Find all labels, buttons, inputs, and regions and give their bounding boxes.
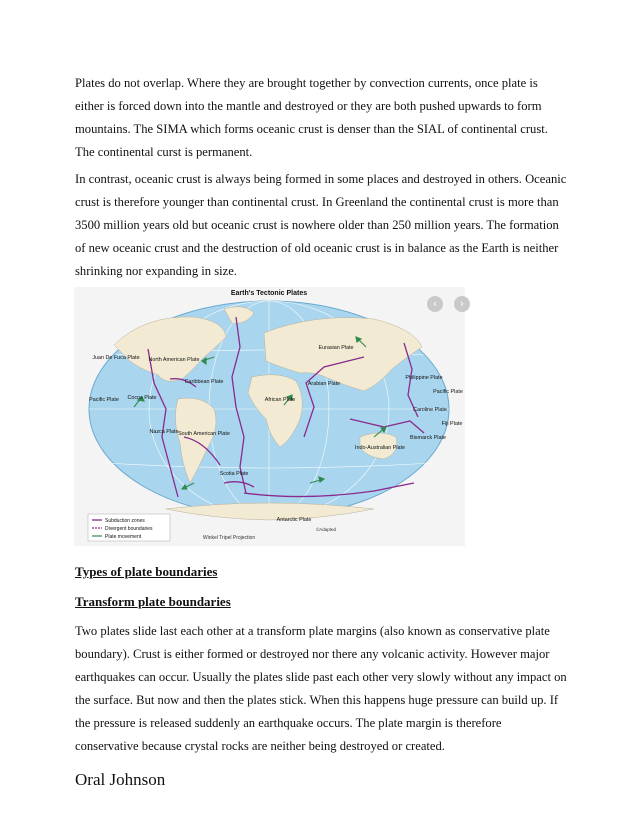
label-bismarck: Bismarck Plate: [410, 435, 446, 441]
label-indo-australian: Indo-Australian Plate: [354, 445, 406, 451]
label-fiji: Fiji Plate: [441, 421, 463, 427]
label-pacific-right: Pacific Plate: [433, 389, 463, 395]
paragraph-oceanic-crust: In contrast, oceanic crust is always being formed in some places and destroyed in others. Oceanic crust is therefore younger than continental crust. In Greenland the continental crust is more than 3500 million years old but oceanic crust is nowhere older than 250 million years. The formation of new oceanic crust and the destruction of old oceanic crust is in balance as the Earth is neither shrinking nor expanding in size.: [75, 172, 567, 278]
chevron-right-icon[interactable]: ›: [454, 296, 470, 312]
label-caribbean: Caribbean Plate: [184, 379, 224, 385]
label-north-american: North American Plate: [148, 357, 200, 363]
tectonic-plates-map: [74, 287, 465, 546]
legend-movement: Plate movement: [105, 534, 142, 540]
label-juan-de-fuca: Juan De Fuca Plate: [92, 355, 140, 361]
label-philippine: Philippine Plate: [405, 375, 443, 381]
label-arabian: Arabian Plate: [307, 381, 341, 387]
map-projection: Winkel Tripel Projection: [202, 535, 256, 541]
label-nazca: Nazca Plate: [149, 429, 179, 435]
map-title: Earth's Tectonic Plates: [230, 290, 308, 297]
legend-subduction: Subduction zones: [105, 518, 145, 524]
label-eurasian: Eurasian Plate: [318, 345, 354, 351]
label-african: African Plate: [264, 397, 296, 403]
map-legend: [88, 514, 170, 541]
heading-transform-plate-boundaries: Transform plate boundaries: [75, 594, 231, 609]
paragraph-transform-boundaries: Two plates slide last each other at a transform plate margins (also known as conservative plate boundary). Crust is either formed or destroyed nor there any volcanic activity. However major earthquakes can occur. Usually the plates slide past each other very slowly without any impact on the surface. But now and then the plates stick. When this happens huge pressure can build up. If the pressure is released suddenly an earthquake occurs. The plate margin is therefore conservative because crystal rocks are neither being destroyed or created.: [75, 624, 567, 753]
label-caroline: Caroline Plate: [413, 407, 447, 413]
label-pacific-left: Pacific Plate: [89, 397, 119, 403]
chevron-left-icon[interactable]: ‹: [427, 296, 443, 312]
footer-author: Oral Johnson: [75, 770, 166, 789]
map-credit: ©Adapted: [315, 527, 337, 532]
heading-types-of-plate-boundaries: Types of plate boundaries: [75, 564, 218, 579]
label-cocos: Cocos Plate: [127, 395, 157, 401]
legend-divergent: Divergent boundaries: [105, 526, 153, 532]
paragraph-plates-overlap: Plates do not overlap. Where they are brought together by convection currents, once plate is either is forced down into the mantle and destroyed or they are both pushed upwards to form mountains. The SIMA which forms oceanic crust is denser than the SIAL of continental crust. The continental curst is permanent.: [75, 76, 548, 159]
label-antarctic: Antarctic Plate: [276, 517, 312, 523]
label-south-american: South American Plate: [178, 431, 230, 437]
label-scotia: Scotia Plate: [219, 471, 249, 477]
